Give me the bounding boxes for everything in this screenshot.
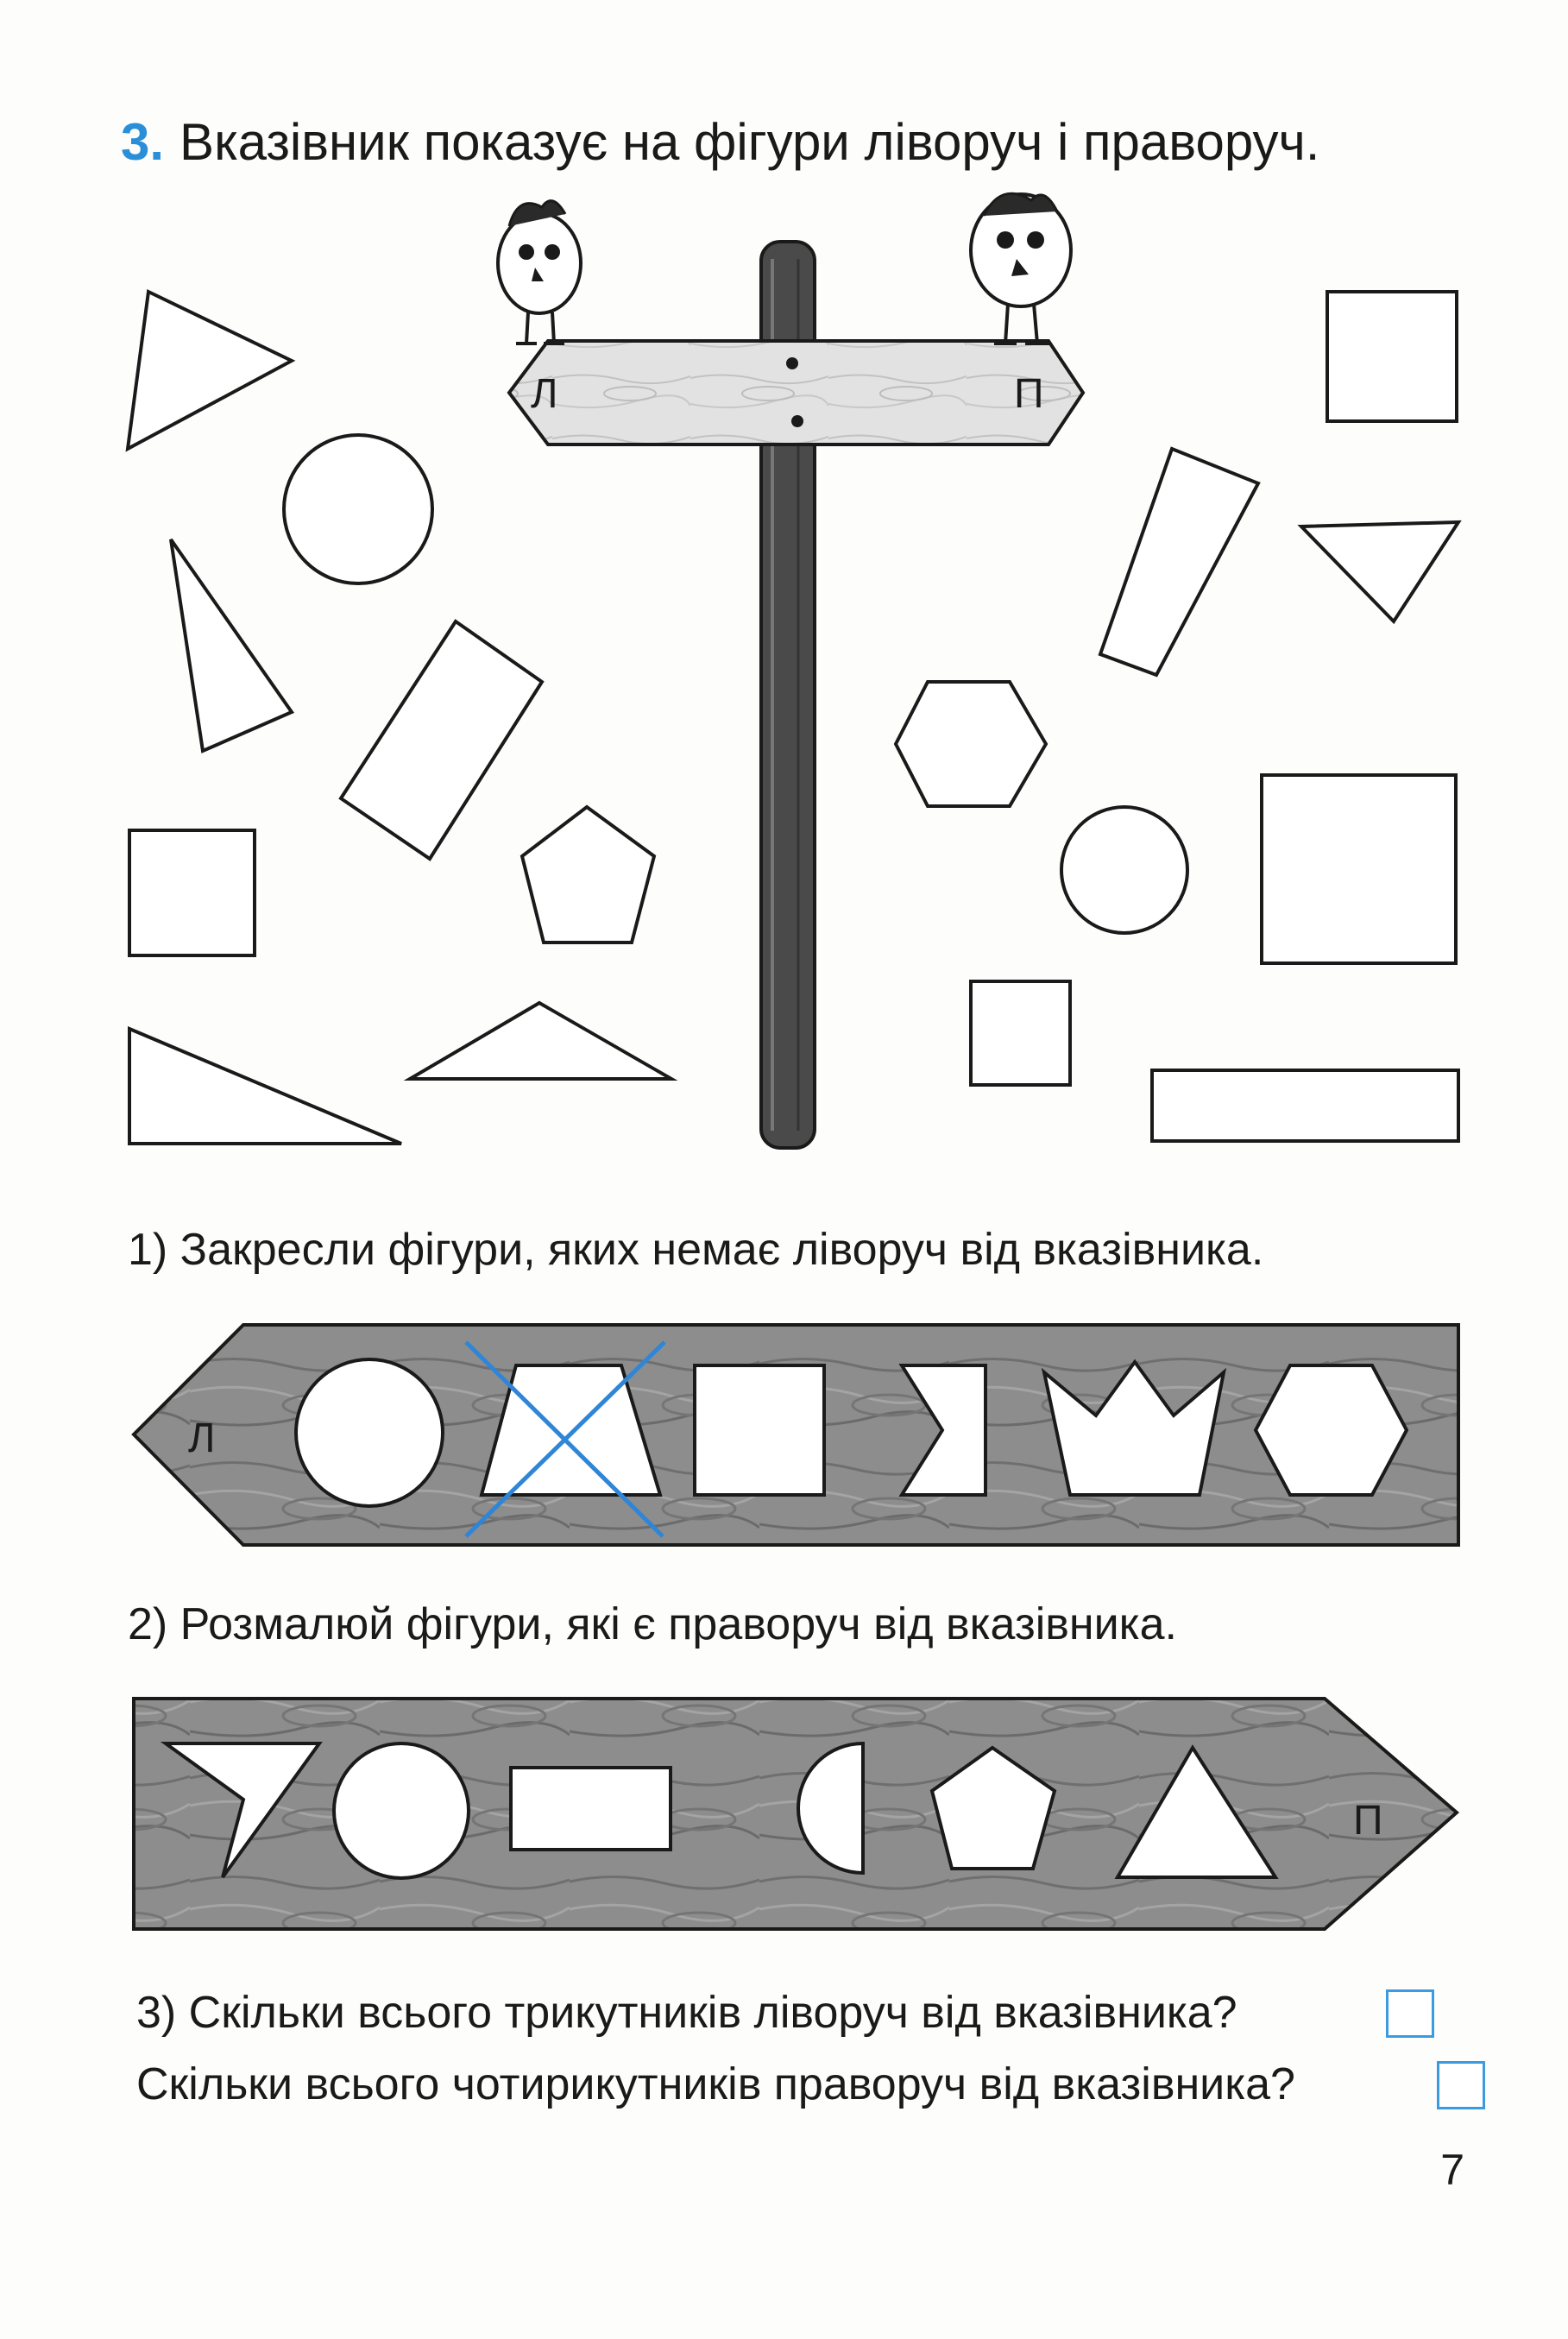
right-square-1 bbox=[1327, 292, 1457, 421]
page-number: 7 bbox=[1440, 2146, 1464, 2194]
left-triangle-3 bbox=[129, 1029, 401, 1144]
question-3-line-1: 3) Скільки всього трикутників ліворуч від вказівника? bbox=[136, 1988, 1237, 2038]
left-triangle-2 bbox=[171, 539, 292, 751]
bird-right-icon bbox=[971, 193, 1071, 344]
right-hexagon bbox=[896, 682, 1046, 806]
right-circle bbox=[1061, 807, 1187, 933]
board2-circle[interactable] bbox=[334, 1743, 469, 1878]
board-left bbox=[134, 1325, 1458, 1545]
signpost-left-letter: Л bbox=[531, 371, 558, 417]
left-square bbox=[129, 830, 255, 955]
board2-rectangle[interactable] bbox=[511, 1768, 671, 1850]
left-pentagon bbox=[522, 807, 654, 943]
board1-hexagon[interactable] bbox=[1256, 1365, 1407, 1495]
bird-left-icon bbox=[498, 201, 581, 344]
task-number: 3. bbox=[121, 113, 165, 171]
question-1: 1) Закресли фігури, яких немає ліворуч від вказівника. bbox=[128, 1225, 1264, 1275]
board1-square[interactable] bbox=[695, 1365, 824, 1495]
answer-box-triangles[interactable] bbox=[1386, 1989, 1434, 2038]
right-rectangle bbox=[1152, 1070, 1458, 1141]
left-rectangle-rotated bbox=[341, 621, 542, 859]
right-square-3 bbox=[971, 981, 1070, 1085]
right-rectangle-rotated bbox=[1100, 449, 1258, 675]
left-triangle-4 bbox=[410, 1003, 671, 1079]
task-title: Вказівник показує на фігури ліворуч і праворуч. bbox=[179, 113, 1320, 171]
signpost-board bbox=[509, 341, 1083, 444]
left-circle bbox=[284, 435, 432, 583]
board-right bbox=[134, 1699, 1457, 1929]
right-square-2 bbox=[1262, 775, 1456, 963]
left-triangle-1 bbox=[128, 292, 292, 449]
board-left-letter: Л bbox=[188, 1415, 216, 1461]
signpost-right-letter: П bbox=[1014, 371, 1044, 417]
right-triangle bbox=[1301, 522, 1458, 621]
board1-circle[interactable] bbox=[296, 1359, 443, 1506]
question-2: 2) Розмалюй фігури, які є праворуч від вказівника. bbox=[128, 1599, 1177, 1649]
board-right-letter: П bbox=[1353, 1798, 1383, 1844]
answer-box-quadrilaterals[interactable] bbox=[1437, 2061, 1485, 2109]
question-3-line-2: Скільки всього чотирикутників праворуч від вказівника? bbox=[136, 2059, 1295, 2109]
